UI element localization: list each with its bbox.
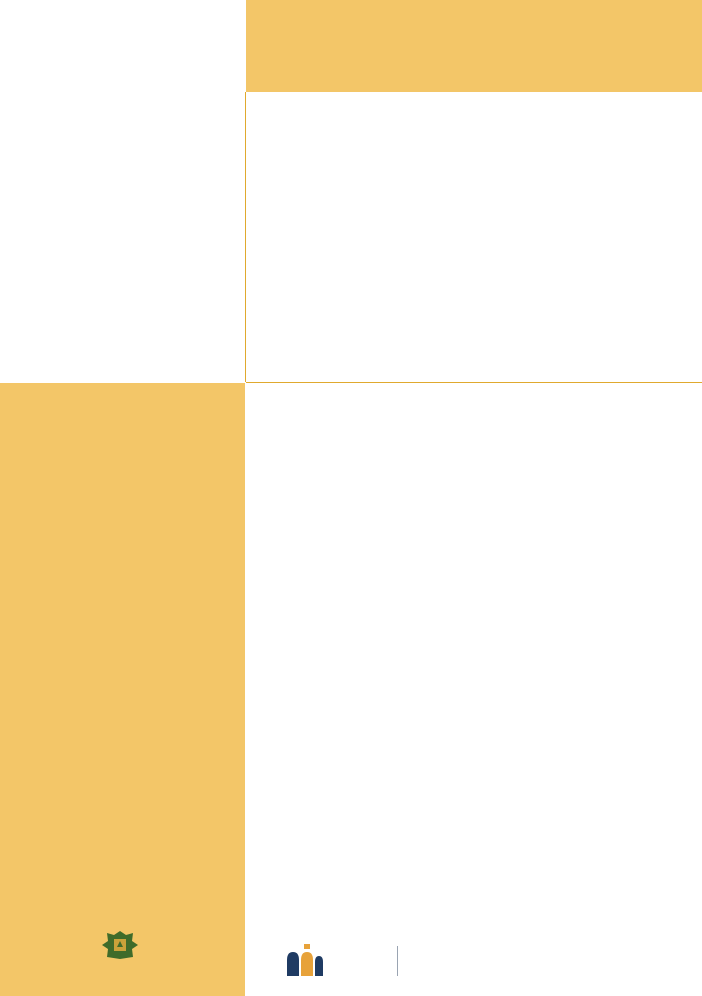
crest-icon bbox=[95, 929, 145, 961]
jubileumi-logo bbox=[285, 942, 325, 978]
vertical-divider bbox=[245, 92, 246, 382]
deenk-logo bbox=[95, 929, 145, 961]
horizontal-divider bbox=[246, 382, 702, 383]
arches-icon bbox=[285, 942, 325, 978]
deenk-logo-text bbox=[40, 961, 200, 964]
header-band bbox=[246, 0, 702, 92]
logo-separator bbox=[397, 946, 398, 976]
info-band bbox=[0, 383, 245, 996]
